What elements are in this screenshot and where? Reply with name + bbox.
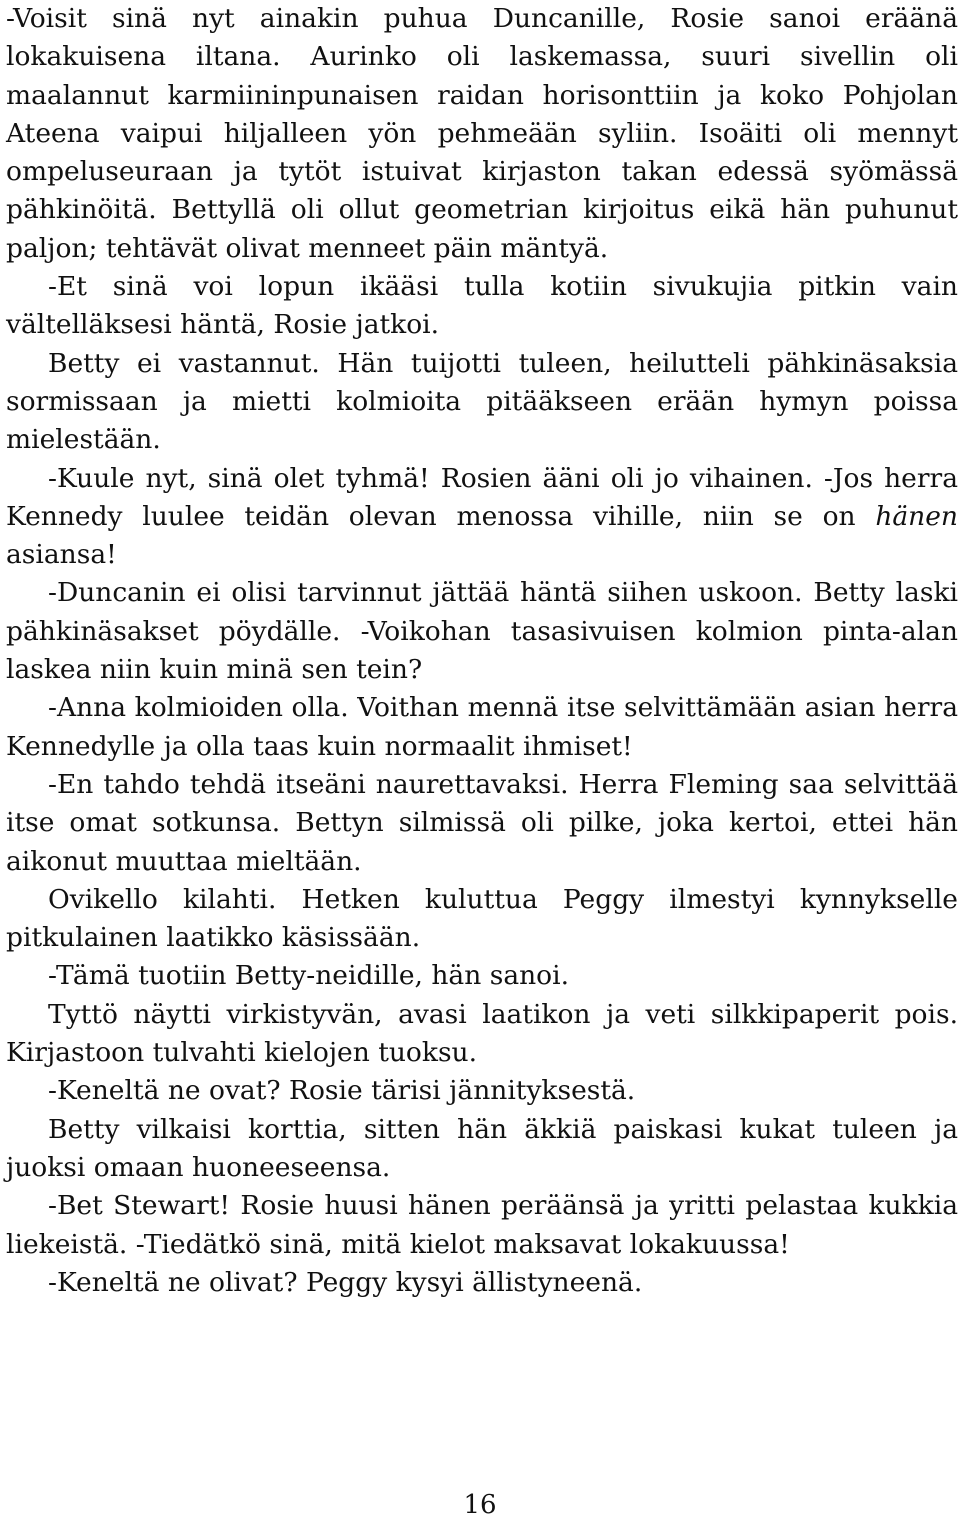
paragraph-14-text: -Keneltä ne olivat? Peggy kysyi ällistyneenä. — [48, 1266, 643, 1298]
paragraph-9 — [6, 957, 958, 995]
paragraph-5 — [6, 574, 958, 689]
paragraph-3 — [6, 345, 958, 460]
paragraph-12 — [6, 1111, 958, 1188]
paragraph-13 — [6, 1187, 958, 1264]
paragraph-1 — [6, 0, 958, 268]
paragraph-4 — [6, 460, 958, 575]
paragraph-4-text: -Kuule nyt, sinä olet tyhmä! Rosien ääni oli jo vihainen. -Jos herra Kennedy luulee teidän olevan menossa vihille, niin se on — [6, 462, 958, 532]
paragraph-4-text-end: asiansa! — [6, 539, 117, 571]
paragraph-11 — [6, 1072, 958, 1110]
paragraph-1-text: -Voisit sinä nyt ainakin puhua Duncanille, Rosie sanoi eräänä lokakuisena iltana. Aurinko oli laskemassa, suuri sivellin oli maalannut karmiininpunaisen raidan horisonttiin ja koko Pohjolan Ateena vaipui hiljalleen yön pehmeään syliin. Isoäiti oli mennyt ompeluseuraan ja tytöt istuivat kirjaston takan edessä syömässä pähkinöitä. Bettyllä oli ollut geometrian kirjoitus eikä hän puhunut paljon; tehtävät olivat menneet päin mäntyä. — [6, 3, 958, 264]
paragraph-13-text: -Bet Stewart! Rosie huusi hänen peräänsä ja yritti pelastaa kukkia liekeistä. -Tiedätkö sinä, mitä kielot maksavat lokakuussa! — [6, 1190, 958, 1260]
paragraph-11-text: -Keneltä ne ovat? Rosie tärisi jännityksestä. — [48, 1075, 636, 1107]
paragraph-6 — [6, 689, 958, 766]
paragraph-10-text: Tyttö näytti virkistyvän, avasi laatikon ja veti silkkipaperit pois. Kirjastoon tulvahti kielojen tuoksu. — [6, 998, 958, 1069]
paragraph-10 — [6, 996, 958, 1073]
page-body — [6, 0, 958, 1302]
paragraph-8-text: Ovikello kilahti. Hetken kuluttua Peggy ilmestyi kynnykselle pitkulainen laatikko käsissään. — [6, 883, 958, 954]
paragraph-9-text: -Tämä tuotiin Betty-neidille, hän sanoi. — [48, 960, 570, 992]
paragraph-7 — [6, 766, 958, 881]
paragraph-6-text: -Anna kolmioiden olla. Voithan mennä itse selvittämään asian herra Kennedylle ja olla taas kuin normaalit ihmiset! — [6, 692, 958, 762]
page-number: 16 — [463, 1490, 497, 1520]
paragraph-12-text: Betty vilkaisi korttia, sitten hän äkkiä paiskasi kukat tuleen ja juoksi omaan huoneeseensa. — [6, 1113, 958, 1183]
paragraph-3-text: Betty ei vastannut. Hän tuijotti tuleen, heilutteli pähkinäsaksia sormissaan ja mietti kolmioita pitääkseen erään hymyn poissa mielestään. — [6, 347, 958, 456]
paragraph-2 — [6, 268, 958, 345]
paragraph-7-text: -En tahdo tehdä itseäni naurettavaksi. Herra Fleming saa selvittää itse omat sotkunsa. Bettyn silmissä oli pilke, joka kertoi, ettei hän aikonut muuttaa mieltään. — [6, 768, 958, 877]
paragraph-2-text: -Et sinä voi lopun ikääsi tulla kotiin sivukujia pitkin vain vältelläksesi häntä, Rosie jatkoi. — [6, 271, 958, 341]
paragraph-14 — [6, 1264, 958, 1302]
paragraph-5-text: -Duncanin ei olisi tarvinnut jättää häntä siihen uskoon. Betty laski pähkinäsakset pöydälle. -Voikohan tasasivuisen kolmion pinta-alan laskea niin kuin minä sen tein? — [6, 577, 958, 686]
paragraph-8 — [6, 881, 958, 958]
paragraph-4-emphasis: hänen — [875, 500, 958, 532]
